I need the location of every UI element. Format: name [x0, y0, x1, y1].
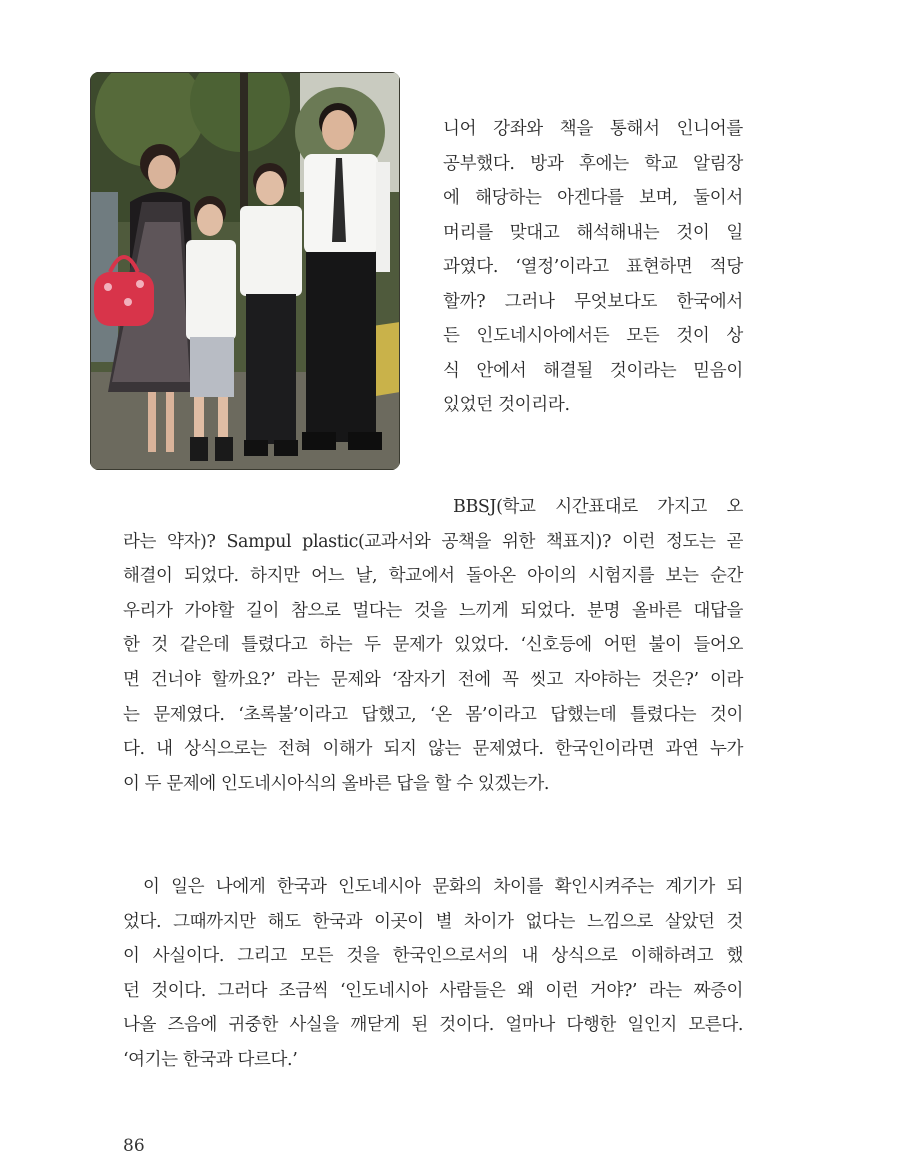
text-line: 나올 즈음에 귀중한 사실을 깨닫게 된 것이다. 얼마나 다행한 일인지 모른다.	[123, 1015, 743, 1036]
text-line: 공부했다. 방과 후에는 학교 알림장	[443, 153, 743, 174]
text-line: 에 해당하는 아겐다를 보며, 둘이서	[443, 188, 743, 208]
family-photo	[90, 72, 400, 470]
side-paragraph	[443, 112, 743, 423]
text-line: 라는 약자)? Sampul plastic(교과서와 공책을 위한 책표지)? 이런 정도는 곧	[123, 531, 743, 552]
text-line: 과였다. ‘열정’이라고 표현하면 적당	[443, 257, 743, 277]
text-line: 머리를 맞대고 해석해내는 것이 일	[443, 222, 743, 243]
text-line: 다. 내 상식으로는 전혀 이해가 되지 않는 문제였다. 한국인이라면 과연 누가	[123, 739, 743, 760]
body-paragraph-1	[123, 490, 743, 801]
text-line: 할까? 그러나 무엇보다도 한국에서	[443, 291, 743, 312]
family-photo-illustration	[90, 72, 400, 470]
text-line: 있었던 것이리라.	[443, 395, 570, 415]
text-line: 든 인도네시아에서든 모든 것이 상	[443, 326, 743, 346]
text-line: 던 것이다. 그러다 조금씩 ‘인도네시아 사람들은 왜 이런 거야?’ 라는 짜증이	[123, 980, 743, 1001]
text-line: 이 일은 나에게 한국과 인도네시아 문화의 차이를 확인시켜주는 계기가 되	[143, 877, 743, 897]
text-line: 우리가 가야할 길이 참으로 멀다는 것을 느끼게 되었다. 분명 올바른 대답을	[123, 600, 743, 621]
text-line: 면 건너야 할까요?’ 라는 문제와 ‘잠자기 전에 꼭 씻고 자야하는 것은?’ 이라	[123, 669, 743, 690]
text-line: 이 사실이다. 그리고 모든 것을 한국인으로서의 내 상식으로 이해하려고 했	[123, 946, 743, 967]
page-number: 86	[123, 1136, 145, 1156]
body-paragraph-2	[123, 870, 743, 1078]
text-line: 었다. 그때까지만 해도 한국과 이곳이 별 차이가 없다는 느낌으로 살았던 것	[123, 911, 743, 932]
text-line: 한 것 같은데 틀렸다고 하는 두 문제가 있었다. ‘신호등에 어떤 불이 들어오	[123, 635, 743, 656]
text-line: ‘여기는 한국과 다르다.’	[123, 1049, 298, 1070]
text-line: 이 두 문제에 인도네시아식의 올바른 답을 할 수 있겠는가.	[123, 773, 550, 794]
text-line: BBSJ(학교 시간표대로 가지고 오	[453, 497, 743, 517]
text-line: 해결이 되었다. 하지만 어느 날, 학교에서 돌아온 아이의 시험지를 보는 순간	[123, 566, 743, 587]
text-line: 식 안에서 해결될 것이라는 믿음이	[443, 360, 743, 381]
text-line: 는 문제였다. ‘초록불’이라고 답했고, ‘온 몸’이라고 답했는데 틀렸다는 것이	[123, 704, 743, 725]
text-line: 니어 강좌와 책을 통해서 인니어를	[443, 119, 743, 139]
